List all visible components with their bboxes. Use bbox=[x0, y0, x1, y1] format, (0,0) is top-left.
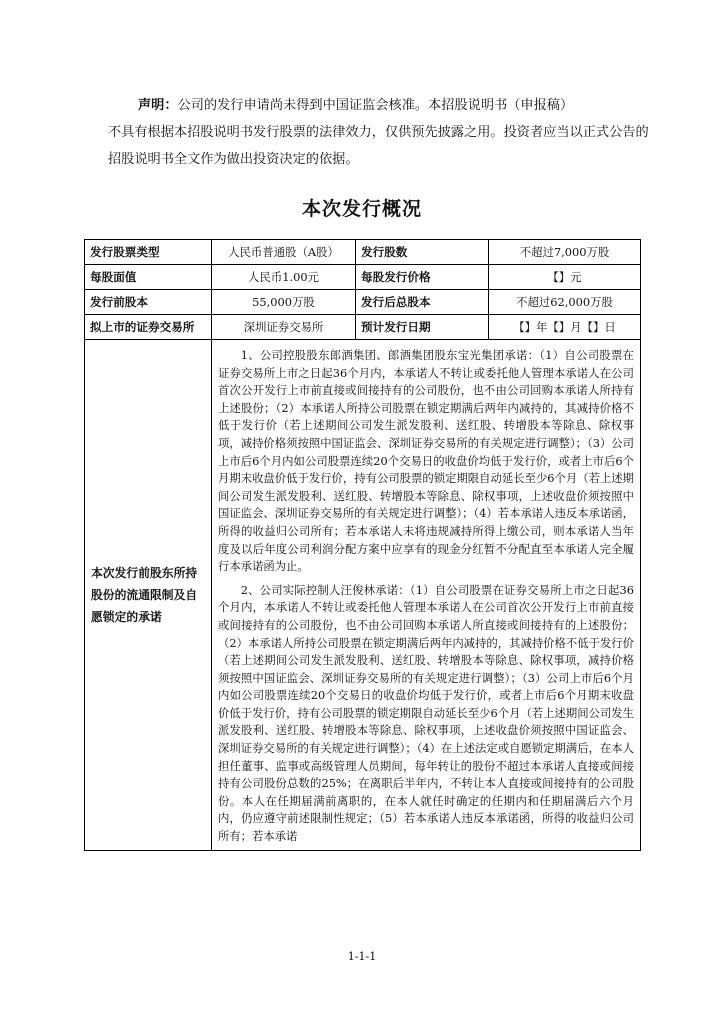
field-label: 发行前股本 bbox=[85, 290, 212, 315]
field-value: 人民币1.00元 bbox=[212, 265, 356, 290]
field-value: 人民币普通股（A股） bbox=[212, 240, 356, 265]
statement-line-2: 不具有根据本招股说明书发行股票的法律效力，仅供预先披露之用。投资者应当以正式公告的 bbox=[108, 125, 649, 140]
table-row bbox=[85, 240, 641, 265]
field-value: 【】年【】月【】日 bbox=[489, 315, 641, 340]
commitment-paragraph-1: 1、公司控股股东郎酒集团、郎酒集团股东宝光集团承诺：（1）自公司股票在证券交易所上市之日起36个月内，本承诺人不转让或委托他人管理本承诺人在公司首次公开发行上市前直接或间接持有的公司股份，也不由公司回购本承诺人所持有上述股份；（2）本承诺人所持公司股票在锁定期满后两年内减持的，其减持价格不低于发行价（若上述期间公司发生派发股利、送红股、转增股本等除息、除权事项，减持价格须按照中国证监会、深圳证券交易所的有关规定进行调整）；（3）公司上市后6个月内如公司股票连续20个交易日的收盘价均低于发行价，或者上市后6个月期末收盘价低于发行价，持有公司股票的锁定期限自动延长至少6个月（若上述期间公司发生派发股利、送红股、转增股本等除息、除权事项，上述收盘价须按照中国证监会、深圳证券交易所的有关规定进行调整）；（4）若本承诺人违反本承诺函，所得的收益归公司所有；若本承诺人未将违规减持所得上缴公司，则本承诺人当年度及以后年度公司利润分配方案中应享有的现金分红暂不分配直至本承诺人完全履行本承诺函为止。 bbox=[218, 348, 634, 574]
field-value: 深圳证券交易所 bbox=[212, 315, 356, 340]
statement-line-3: 招股说明书全文作为做出投资决定的依据。 bbox=[108, 152, 359, 167]
commitment-paragraph-2: 2、公司实际控制人汪俊林承诺：（1）自公司股票在证券交易所上市之日起36个月内，本承诺人不转让或委托他人管理本承诺人在公司首次公开发行上市前直接或间接持有的公司股份，也不由公司回购本承诺人所直接或间接持有的上述股份；（2）本承诺人所持公司股票在锁定期满后两年内减持的，其减持价格不低于发行价（若上述期间公司发生派发股利、送红股、转增股本等除息、除权事项，减持价格须按照中国证监会、深圳证券交易所的有关规定进行调整）；（3）公司上市后6个月内如公司股票连续20个交易日的收盘价均低于发行价，或者上市后6个月期末收盘价低于发行价，持有公司股票的锁定期限自动延长至少6个月（若上述期间公司发生派发股利、送红股、转增股本等除息、除权事项，上述收盘价须按照中国证监会、深圳证券交易所的有关规定进行调整）；（4）在上述法定或自愿锁定期满后，在本人担任董事、监事或高级管理人员期间，每年转让的股份不超过本承诺人直接或间接持有公司股份总数的25%；在离职后半年内，不转让本人直接或间接持有的公司股份。本人在任期届满前离职的，在本人就任时确定的任期内和任期届满后六个月内，仍应遵守前述限制性规定；（5）若本承诺人违反本承诺函，所得的收益归公司所有；若本承诺 bbox=[218, 582, 634, 844]
field-label: 每股发行价格 bbox=[356, 265, 489, 290]
field-label: 拟上市的证券交易所 bbox=[85, 315, 212, 340]
page-number: 1-1-1 bbox=[347, 950, 377, 963]
field-value: 不超过62,000万股 bbox=[489, 290, 641, 315]
statement-line-1: 声明：公司的发行申请尚未得到中国证监会核准。本招股说明书（申报稿） bbox=[138, 98, 574, 113]
lockup-commitments bbox=[212, 340, 641, 851]
statement bbox=[108, 92, 649, 173]
field-label: 发行后总股本 bbox=[356, 290, 489, 315]
table-row bbox=[85, 290, 641, 315]
field-value: 55,000万股 bbox=[212, 290, 356, 315]
field-label: 预计发行日期 bbox=[356, 315, 489, 340]
table-row bbox=[85, 265, 641, 290]
statement-label: 声明： bbox=[138, 98, 178, 113]
page-title: 本次发行概况 bbox=[301, 198, 422, 220]
lockup-row bbox=[85, 340, 641, 851]
field-label: 发行股票类型 bbox=[85, 240, 212, 265]
lockup-label: 本次发行前股东所持股份的流通限制及自愿锁定的承诺 bbox=[85, 340, 212, 851]
field-value: 【】元 bbox=[489, 265, 641, 290]
field-label: 每股面值 bbox=[85, 265, 212, 290]
field-label: 发行股数 bbox=[356, 240, 489, 265]
field-value: 不超过7,000万股 bbox=[489, 240, 641, 265]
offering-summary-table bbox=[84, 239, 641, 851]
table-row bbox=[85, 315, 641, 340]
